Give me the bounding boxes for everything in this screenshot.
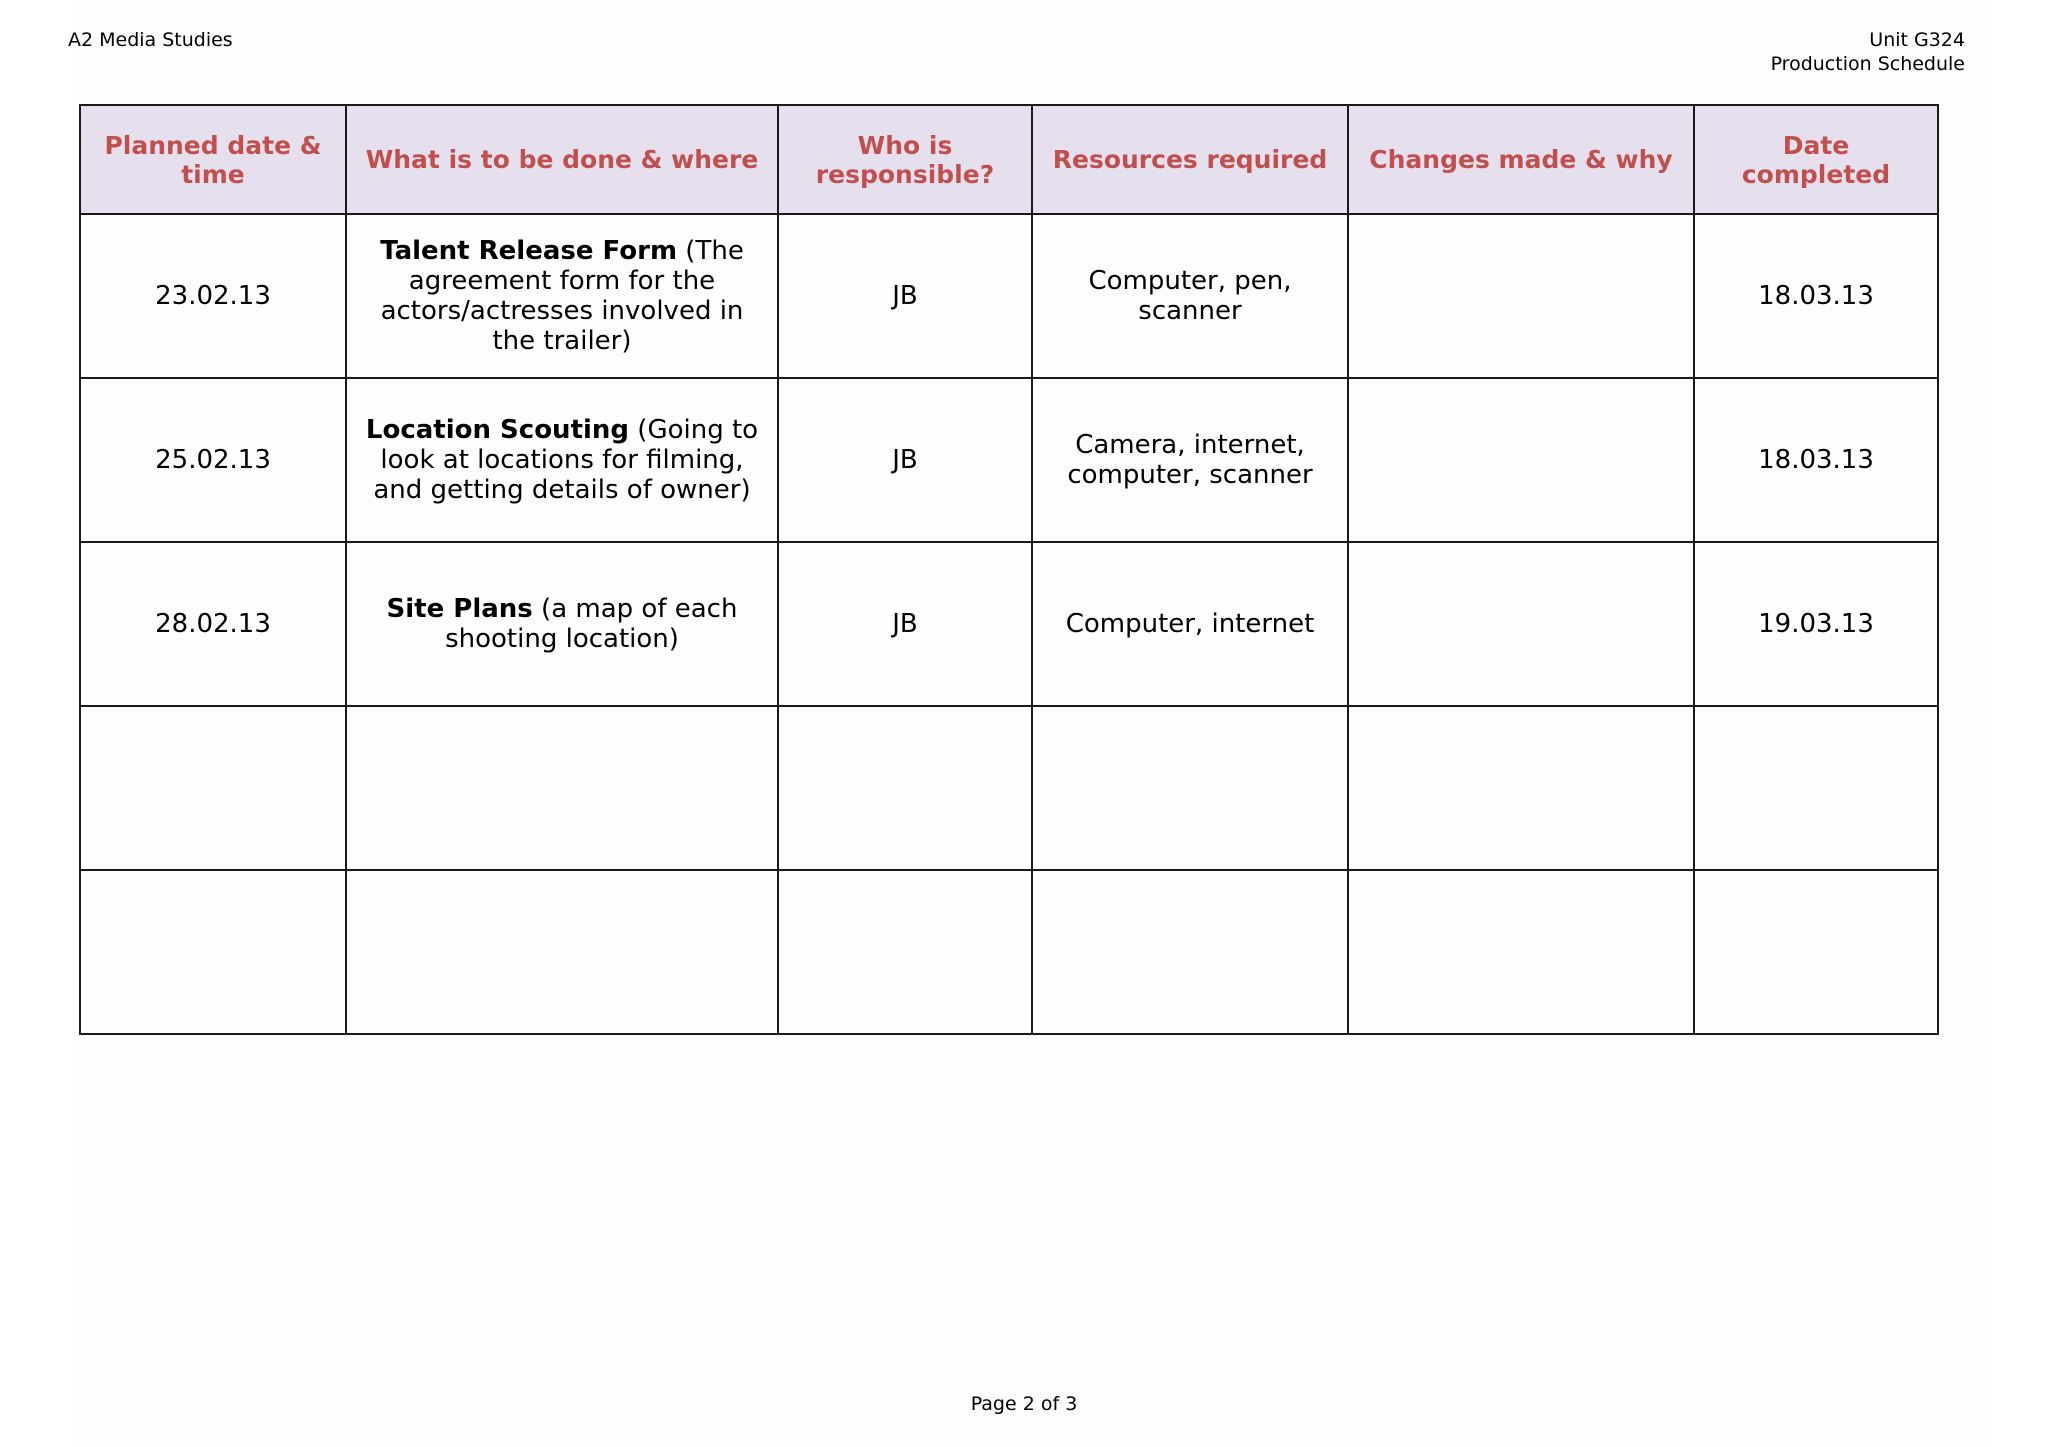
task-title: Talent Release Form [380, 236, 678, 266]
unit-code: Unit G324 [1869, 29, 1965, 51]
task-cell [346, 378, 778, 542]
column-header-planned: Planned date & time [80, 105, 346, 214]
completed-date-cell: 18.03.13 [1694, 214, 1938, 378]
table-row [80, 214, 1938, 378]
planned-date-cell [80, 870, 346, 1034]
task-detail: (Going to look at locations for filming, and getting details of owner) [373, 415, 759, 505]
column-header-completed: Date completed [1694, 105, 1938, 214]
task-title: Location Scouting [365, 415, 630, 445]
task-cell [346, 706, 778, 870]
column-header-task: What is to be done & where [346, 105, 778, 214]
table-row [80, 870, 1938, 1034]
page-number: Page 2 of 3 [970, 1393, 1078, 1415]
column-header-resources: Resources required [1032, 105, 1348, 214]
table-row [80, 706, 1938, 870]
completed-date-cell: 19.03.13 [1694, 542, 1938, 706]
changes-cell [1348, 214, 1694, 378]
completed-date-cell: 18.03.13 [1694, 378, 1938, 542]
table-row [80, 378, 1938, 542]
responsible-cell: JB [778, 378, 1032, 542]
completed-date-cell [1694, 706, 1938, 870]
planned-date-cell: 28.02.13 [80, 542, 346, 706]
column-header-changes: Changes made & why [1348, 105, 1694, 214]
task-title: Site Plans [386, 594, 533, 624]
table-header-row [80, 105, 1938, 214]
responsible-cell [778, 706, 1032, 870]
changes-cell [1348, 378, 1694, 542]
responsible-cell: JB [778, 542, 1032, 706]
changes-cell [1348, 706, 1694, 870]
responsible-cell: JB [778, 214, 1032, 378]
unit-header [1771, 28, 1965, 76]
production-schedule-table [79, 104, 1939, 1035]
course-title: A2 Media Studies [68, 29, 233, 51]
changes-cell [1348, 542, 1694, 706]
document-title: Production Schedule [1770, 53, 1965, 75]
task-cell [346, 542, 778, 706]
planned-date-cell: 23.02.13 [80, 214, 346, 378]
responsible-cell [778, 870, 1032, 1034]
task-detail: (a map of each shooting location) [445, 594, 738, 654]
task-cell [346, 214, 778, 378]
resources-cell [1032, 706, 1348, 870]
resources-cell: Camera, internet, computer, scanner [1032, 378, 1348, 542]
changes-cell [1348, 870, 1694, 1034]
resources-cell: Computer, pen, scanner [1032, 214, 1348, 378]
task-detail: (The agreement form for the actors/actresses involved in the trailer) [380, 236, 744, 356]
completed-date-cell [1694, 870, 1938, 1034]
resources-cell: Computer, internet [1032, 542, 1348, 706]
resources-cell [1032, 870, 1348, 1034]
task-cell [346, 870, 778, 1034]
column-header-responsible: Who is responsible? [778, 105, 1032, 214]
planned-date-cell: 25.02.13 [80, 378, 346, 542]
table-row [80, 542, 1938, 706]
planned-date-cell [80, 706, 346, 870]
